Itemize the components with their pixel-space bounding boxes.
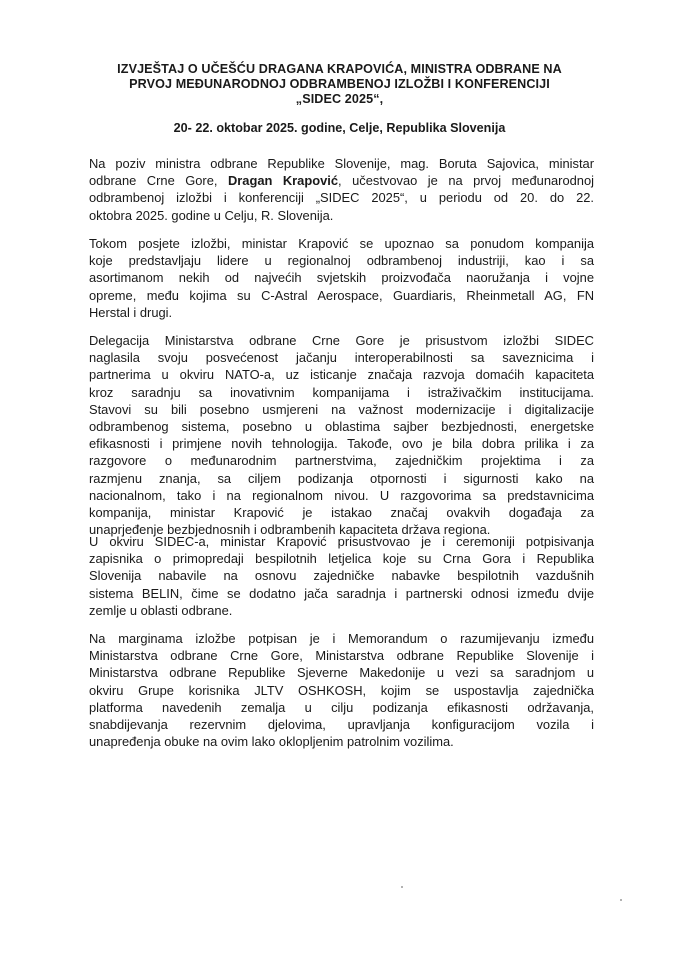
minister-name: Dragan Krapović — [227, 173, 339, 189]
title-line: PRVOJ MEĐUNARODNOJ ODBRAMBENOJ IZLOŽBI I KONFERENCIJI — [129, 77, 550, 91]
paragraph-line: odbrambenoj izložbi i konferenciji „SIDEC 2025“, u periodu od 20. do 22. — [89, 190, 594, 206]
paragraph-invitation — [89, 155, 594, 224]
report-title — [60, 62, 619, 107]
paragraph-memorandum — [89, 630, 594, 750]
title-line: „SIDEC 2025“, — [295, 92, 384, 106]
paragraph-line: naglasila svoju posvećenost jačanju interoperabilnosti sa saveznicima i — [89, 350, 594, 366]
paragraph-line: razmjenu znanja, sa ciljem podizanja otpornosti i sigurnosti kako na — [89, 470, 594, 486]
paragraph-line: Stavovi su bili posebno usmjereni na važnost modernizacije i digitalizacije — [89, 401, 594, 417]
paragraph-delegation — [89, 332, 594, 538]
line-segment: odbrane Crne Gore, — [89, 173, 228, 189]
paragraph-line: zapisnika o primopredaji bespilotnih letjelica koje su Crna Gora i Republika — [89, 551, 594, 567]
paragraph-line: Slovenija nabavile na osnovu zajedničke nabavke bespilotnih vazdušnih — [89, 568, 594, 584]
paragraph-line: unapređenja obuke na ovim lako oklopljenim patrolnim vozilima. — [89, 734, 454, 750]
paragraph-line: asortimanom nekih od najvećih svjetskih proizvođača naoružanja i vojne — [89, 270, 594, 286]
paragraph-line: unaprjeđenje bezbjednosnih i odbrambenih kapaciteta država regiona. — [89, 522, 491, 538]
paragraph-line: odbrambenog sistema, posebno u oblastima sajber bezbjednosti, energetske — [89, 419, 594, 435]
paragraph-line: okviru Grupe korisnika JLTV OSHKOSH, kojim se uspostavlja zajednička — [89, 682, 594, 698]
paragraph-line: zemlje u oblasti odbrane. — [89, 602, 233, 618]
paragraph-line: Herstal i drugi. — [89, 304, 173, 320]
paragraph-line: Tokom posjete izložbi, ministar Krapović se upoznao sa ponudom kompanija — [89, 236, 594, 251]
paragraph-line: Delegacija Ministarstva odbrane Crne Gore je prisustvom izložbi SIDEC — [89, 333, 594, 348]
paragraph-line — [89, 172, 594, 189]
title-line: IZVJEŠTAJ O UČEŠĆU DRAGANA KRAPOVIĆA, MINISTRA ODBRANE NA — [117, 62, 562, 76]
scan-speck — [620, 899, 622, 901]
paragraph-line: koje predstavljaju lidere u regionalnoj odbrambenoj industriji, kao i sa — [89, 253, 594, 269]
paragraph-exhibition-visit — [89, 235, 594, 321]
paragraph-drone-ceremony — [89, 533, 594, 619]
paragraph-line: razgovore o međunarodnim partnerstvima, zajedničkim projektima i za — [89, 453, 594, 469]
paragraph-line: sistema BELIN, čime se dodatno jača saradnja i partnerski odnosi između dvije — [89, 585, 594, 601]
paragraph-line: kompanija, ministar Krapović je istakao značaj ovakvih događaja za — [89, 505, 594, 521]
paragraph-line: snabdijevanja rezervnim djelovima, upravljanja konfiguracijom vozila i — [89, 717, 594, 733]
paragraph-line: Na poziv ministra odbrane Republike Slovenije, mag. Boruta Sajovica, ministar — [89, 156, 594, 171]
paragraph-line: efikasnosti i primjene novih tehnologija. Takođe, ovo je bila dobra prilika i za — [89, 436, 594, 452]
paragraph-line: U okviru SIDEC-a, ministar Krapović prisustvovao je i ceremoniji potpisivanja — [89, 534, 594, 549]
event-date-location: 20- 22. oktobar 2025. godine, Celje, Republika Slovenija — [173, 121, 506, 135]
paragraph-line: oktobra 2025. godine u Celju, R. Slovenija. — [89, 207, 334, 223]
paragraph-line: kroz saradnju sa inovativnim kompanijama i istraživačkim institucijama. — [89, 384, 594, 400]
paragraph-line: platforma navedenih zemalja u cilju podizanja efikasnosti održavanja, — [89, 699, 594, 715]
line-segment: , učestvovao je na prvoj međunarodnoj — [338, 173, 594, 189]
paragraph-line: opreme, među kojima su C-Astral Aerospace, Guardiaris, Rheinmetall AG, FN — [89, 287, 594, 303]
paragraph-line: partnerima u okviru NATO-a, uz isticanje značaja razvoja domaćih kapaciteta — [89, 367, 594, 383]
paragraph-line: Ministarstva odbrane Republike Sjeverne Makedonije u vezi sa saradnjom u — [89, 665, 594, 681]
paragraph-line: Na marginama izložbe potpisan je i Memorandum o razumijevanju između — [89, 631, 594, 646]
paragraph-line: nacionalnom, tako i na regionalnom nivou. U razgovorima sa predstavnicima — [89, 487, 594, 503]
scan-speck — [401, 886, 403, 888]
paragraph-line: Ministarstva odbrane Crne Gore, Ministarstva odbrane Republike Slovenije i — [89, 648, 594, 664]
